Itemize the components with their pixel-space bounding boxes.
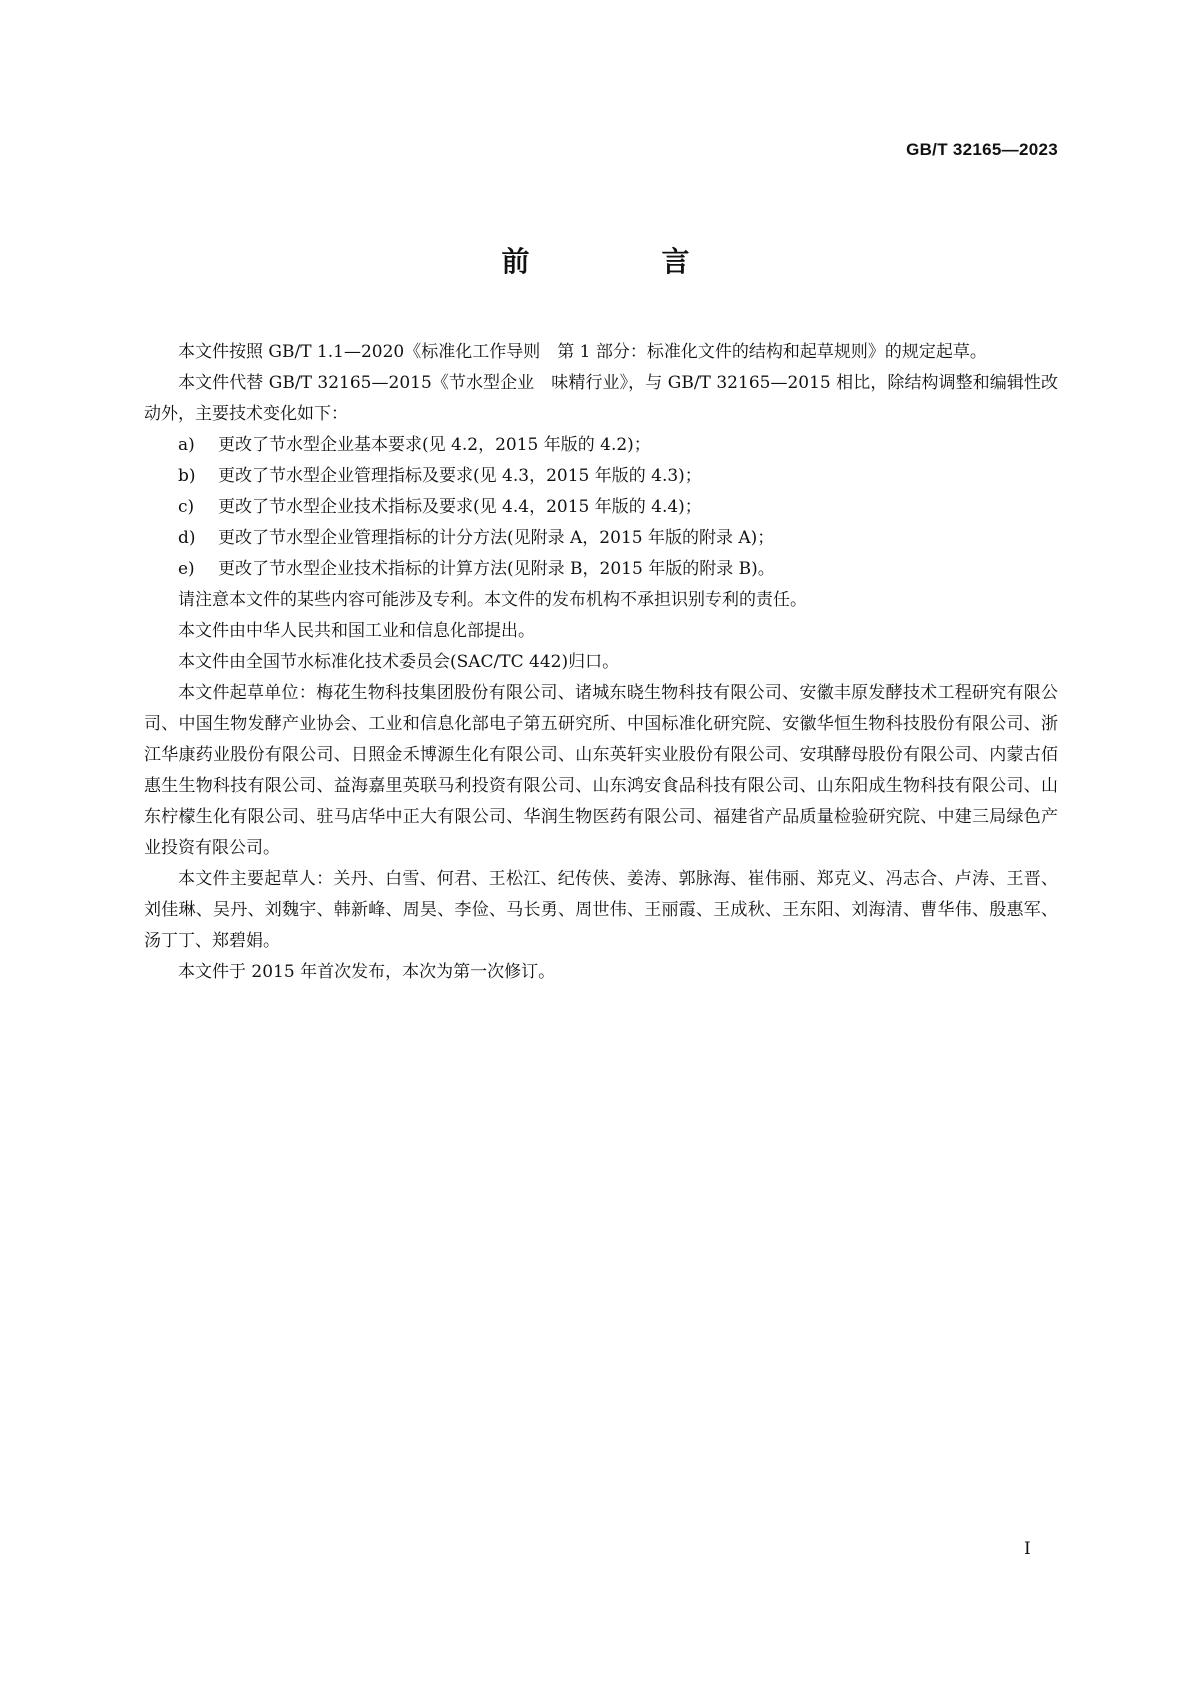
change-item-c [144,492,1058,523]
change-item-a [144,430,1058,461]
change-item-text: 更改了节水型企业技术指标的计算方法(见附录 B，2015 年版的附录 B)。 [218,559,775,579]
paragraph-replacement: 本文件代替 GB/T 32165—2015《节水型企业 味精行业》，与 GB/T 32165—2015 相比，除结构调整和编辑性改动外，主要技术变化如下： [144,373,1058,424]
paragraph-drafting-units: 本文件起草单位：梅花生物科技集团股份有限公司、诸城东晓生物科技有限公司、安徽丰原发酵技术工程研究有限公司、中国生物发酵产业协会、工业和信息化部电子第五研究所、中国标准化研究院、安徽华恒生物科技股份有限公司、浙江华康药业股份有限公司、日照金禾博源生化有限公司、山东英轩实业股份有限公司、安琪酵母股份有限公司、内蒙古佰惠生生物科技有限公司、益海嘉里英联马利投资有限公司、山东鸿安食品科技有限公司、山东阳成生物科技有限公司、山东柠檬生化有限公司、驻马店华中正大有限公司、华润生物医药有限公司、福建省产品质量检验研究院、中建三局绿色产业投资有限公司。 [144,683,1058,858]
paragraph-proposer: 本文件由中华人民共和国工业和信息化部提出。 [178,621,535,641]
paragraph-technical-committee: 本文件由全国节水标准化技术委员会(SAC/TC 442)归口。 [178,652,620,672]
list-marker: b) [178,466,196,486]
paragraph-patent-notice: 请注意本文件的某些内容可能涉及专利。本文件的发布机构不承担识别专利的责任。 [178,590,807,610]
list-marker: a) [178,435,195,455]
page-number: I [1024,1539,1031,1559]
change-item-b [144,461,1058,492]
change-item-text: 更改了节水型企业技术指标及要求(见 4.4，2015 年版的 4.4)； [218,497,702,517]
foreword-body [144,337,1058,988]
change-item-text: 更改了节水型企业管理指标的计分方法(见附录 A，2015 年版的附录 A)； [218,528,775,548]
paragraph-drafting-rules: 本文件按照 GB/T 1.1—2020《标准化工作导则 第 1 部分：标准化文件的结构和起草规则》的规定起草。 [178,342,987,362]
list-marker: d) [178,528,196,548]
paragraph-drafters: 本文件主要起草人：关丹、白雪、何君、王松江、纪传侠、姜涛、郭脉海、崔伟丽、郑克义、冯志合、卢涛、王晋、刘佳琳、吴丹、刘魏宇、韩新峰、周昊、李俭、马长勇、周世伟、王丽霞、王成秋、王东阳、刘海清、曹华伟、殷惠军、汤丁丁、郑碧娟。 [144,869,1058,951]
change-item-text: 更改了节水型企业基本要求(见 4.2，2015 年版的 4.2)； [218,435,651,455]
change-item-d [144,523,1058,554]
change-item-e [144,554,1058,585]
change-item-text: 更改了节水型企业管理指标及要求(见 4.3，2015 年版的 4.3)； [218,466,702,486]
page-title: 前 言 [501,245,742,278]
paragraph-publication-history: 本文件于 2015 年首次发布，本次为第一次修订。 [178,962,556,982]
document-code: GB/T 32165—2023 [906,140,1058,159]
list-marker: c) [178,497,195,517]
list-marker: e) [178,559,195,579]
